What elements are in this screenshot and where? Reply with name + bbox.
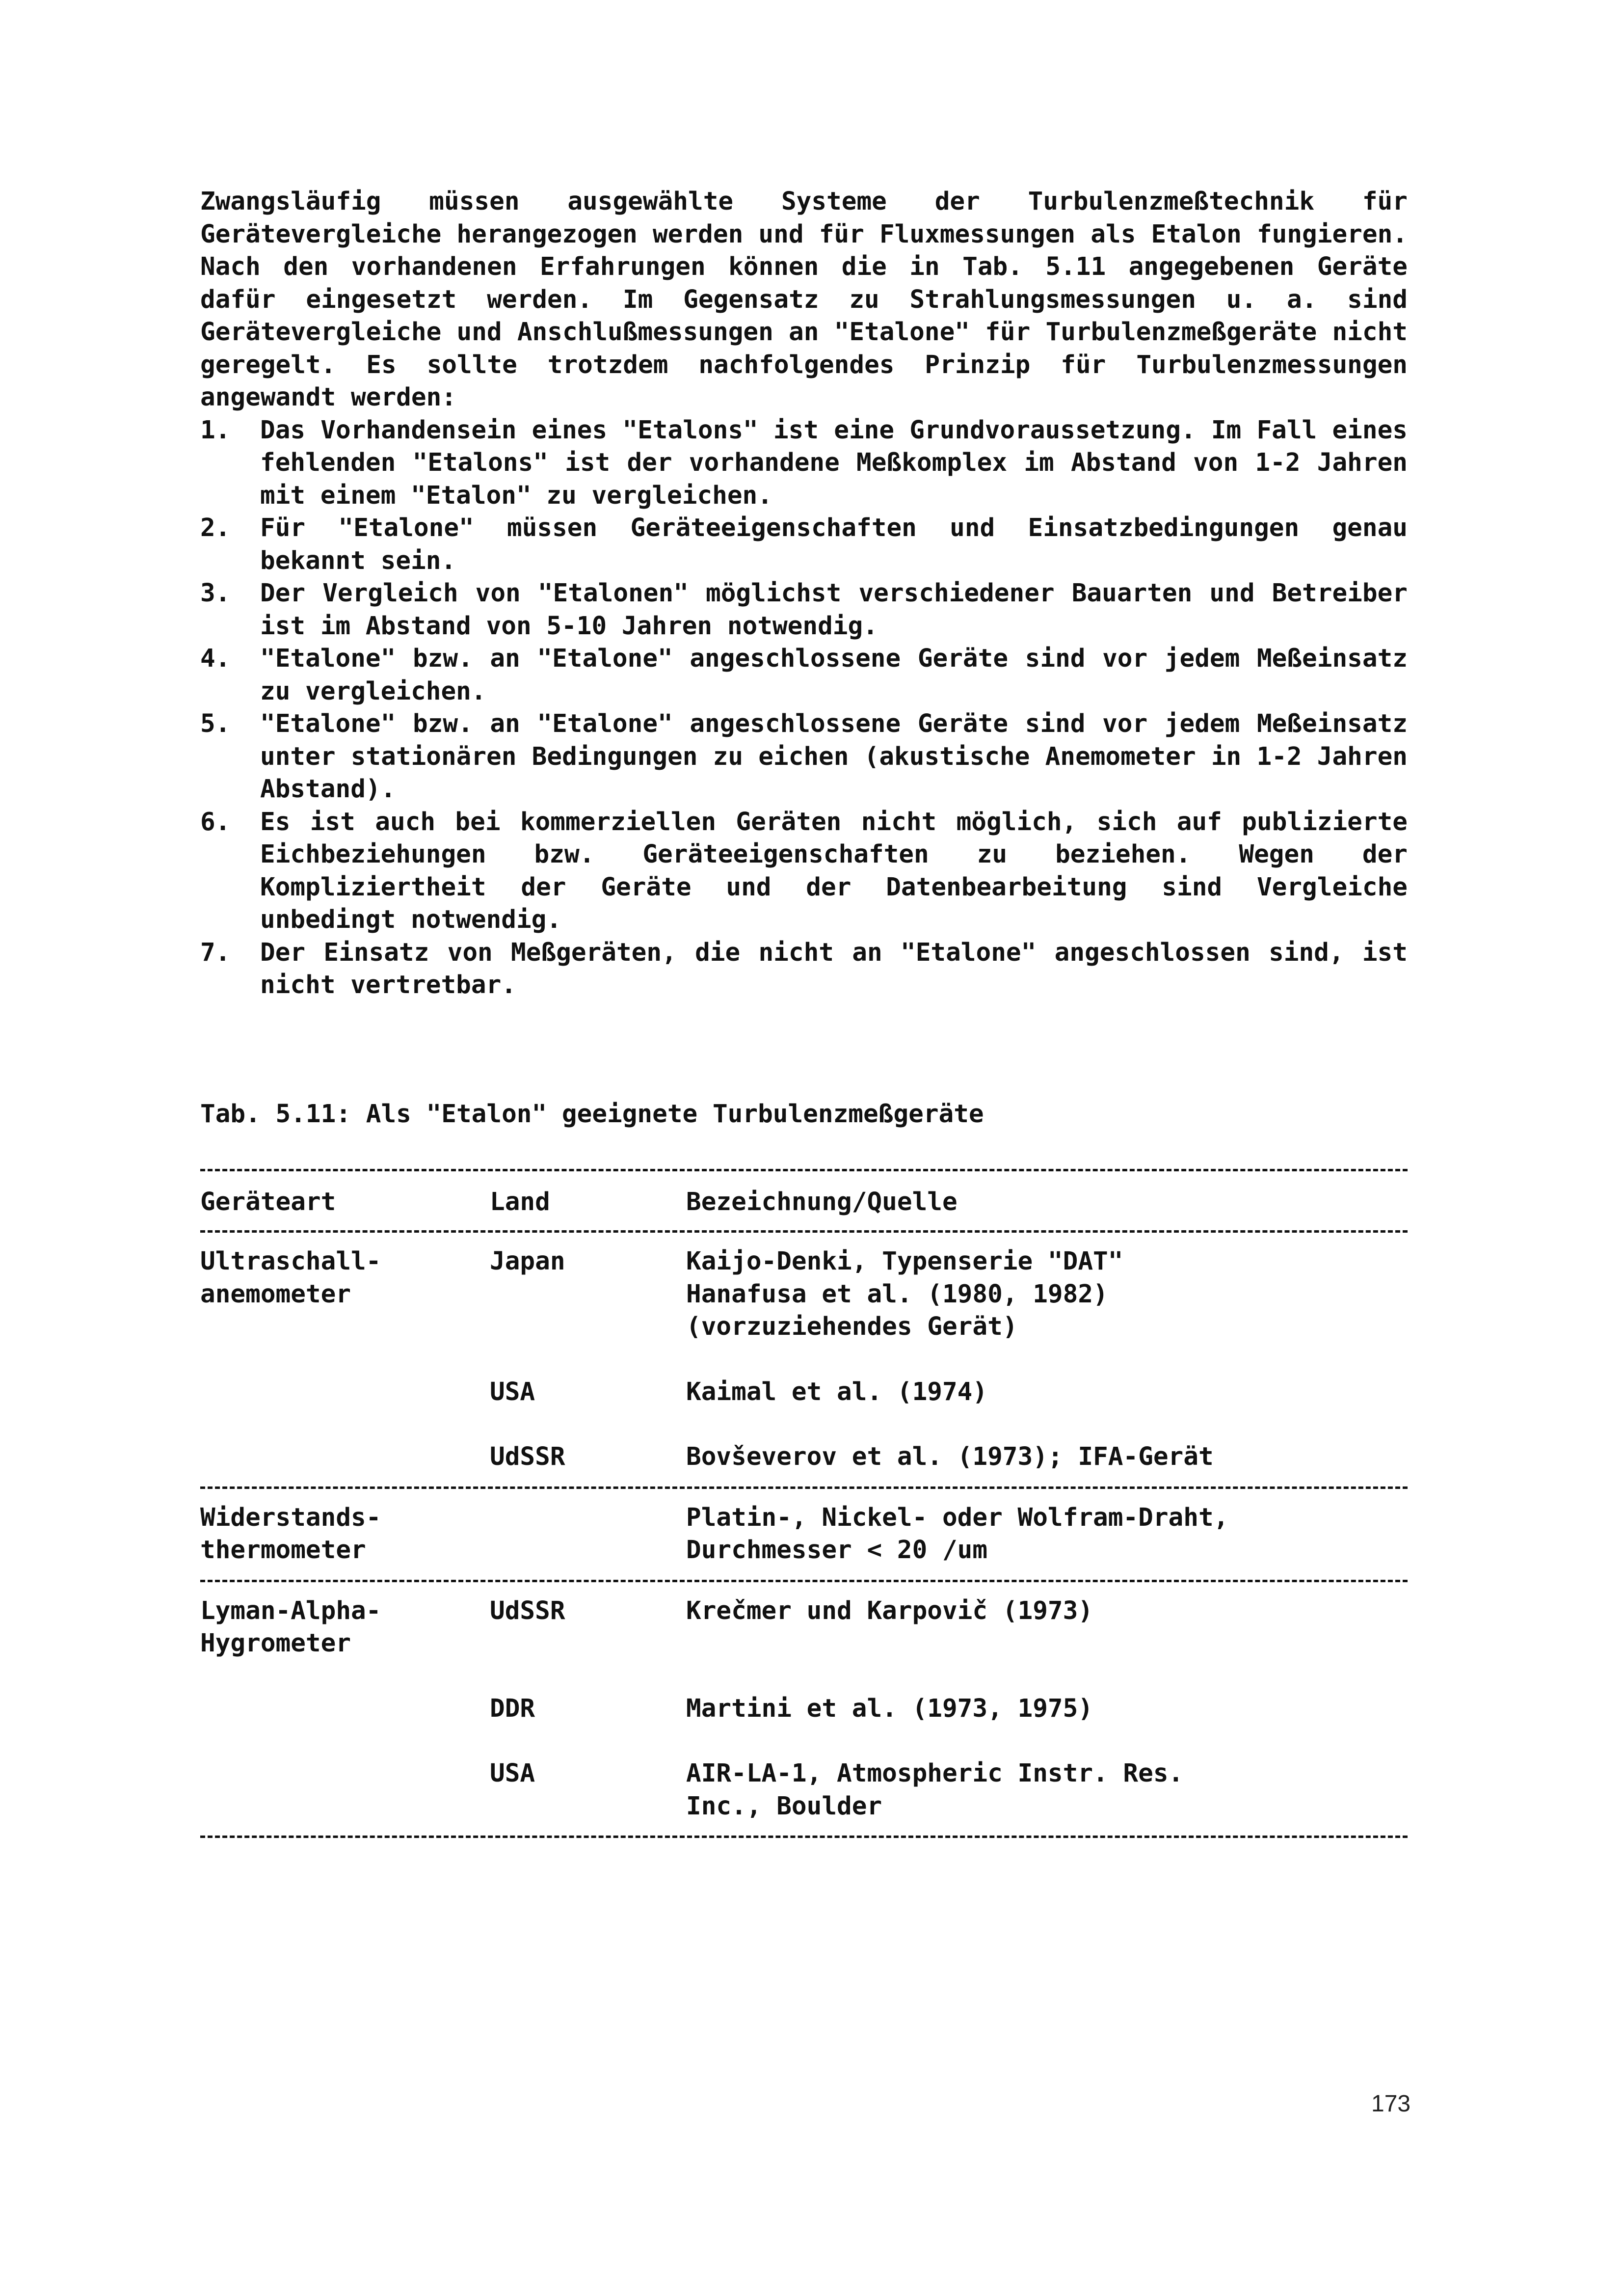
cell-bezeichnung: Platin-, Nickel- oder Wolfram-Draht, Durchmesser < 20 /um [686, 1503, 1229, 1565]
table-row [200, 1245, 1408, 1344]
cell-bezeichnung: Kaijo-Denki, Typenserie "DAT" Hanafusa et al. (1980, 1982) (vorzuziehendes Gerät) [686, 1247, 1123, 1341]
list-item-number: 6. [200, 807, 231, 837]
list-item [200, 937, 1408, 1002]
table-row [200, 1376, 1408, 1409]
list-item-number: 2. [200, 513, 231, 542]
intro-paragraph: Zwangsläufig müssen ausgewählte Systeme der Turbulenzmeßtechnik für Gerätevergleiche herangezogen werden und für Fluxmessungen als Etalon fungieren. Nach den vorhandenen Erfahrungen können die in Tab. 5.11 angegebenen Geräte dafür eingesetzt werden. Im Gegensatz zu Strahlungsmessungen u. a. sind Gerätevergleiche und Anschlußmessungen an "Etalone" für Turbulenzmeßgeräte nicht geregelt. Es sollte trotzdem nachfolgendes Prinzip für Turbulenzmessungen angewandt werden: [200, 187, 1408, 412]
cell-geraeteart [200, 1693, 490, 1726]
list-item [200, 512, 1408, 577]
table-group [200, 1582, 1408, 1836]
cell-land: DDR [490, 1694, 535, 1723]
table-header-row [200, 1171, 1408, 1231]
cell-bezeichnung: Kaimal et al. (1974) [686, 1377, 988, 1406]
table-caption: Tab. 5.11: Als "Etalon" geeignete Turbulenzmeßgeräte [200, 1099, 984, 1129]
cell-geraeteart [200, 1441, 490, 1474]
cell-geraeteart: Ultraschall- anemometer [200, 1247, 381, 1309]
table-row [200, 1693, 1408, 1726]
list-item-number: 7. [200, 938, 231, 967]
cell-bezeichnung: AIR-LA-1, Atmospheric Instr. Res. Inc., Boulder [686, 1759, 1184, 1821]
list-item-text: Das Vorhandensein eines "Etalons" ist eine Grundvoraussetzung. Im Fall eines fehlenden "Etalons" ist der vorhandene Meßkomplex im Abstand von 1-2 Jahren mit einem "Etalon" zu vergleichen. [260, 415, 1408, 510]
header-geraeteart: Geräteart [200, 1187, 336, 1216]
list-item-number: 1. [200, 415, 231, 445]
cell-land: USA [490, 1759, 535, 1788]
table-row [200, 1502, 1408, 1567]
cell-land: UdSSR [490, 1442, 565, 1471]
list-item-text: "Etalone" bzw. an "Etalone" angeschlossene Geräte sind vor jedem Meßeinsatz unter stationären Bedingungen zu eichen (akustische Anemometer in 1-2 Jahren Abstand). [260, 709, 1408, 804]
table-rule [200, 1836, 1408, 1838]
list-item-text: Für "Etalone" müssen Geräteeigenschaften und Einsatzbedingungen genau bekannt sein. [260, 513, 1408, 575]
list-item-text: Es ist auch bei kommerziellen Geräten nicht möglich, sich auf publizierte Eichbeziehungen bzw. Geräteeigenschaften zu beziehen. Wegen der Kompliziertheit der Geräte und der Datenbearbeitung sind Vergleiche unbedingt notwendig. [260, 807, 1408, 934]
list-item [200, 643, 1408, 708]
table-row [200, 1595, 1408, 1660]
cell-land [490, 1502, 686, 1567]
list-item [200, 414, 1408, 513]
list-item [200, 806, 1408, 937]
list-item-number: 4. [200, 644, 231, 673]
cell-geraeteart [200, 1757, 490, 1823]
table-row [200, 1757, 1408, 1823]
table-group [200, 1489, 1408, 1580]
cell-geraeteart: Widerstands- thermometer [200, 1503, 381, 1565]
page-content [200, 186, 1408, 1838]
header-bezeichnung: Bezeichnung/Quelle [686, 1187, 958, 1216]
list-item-text: Der Einsatz von Meßgeräten, die nicht an "Etalone" angeschlossen sind, ist nicht vertretbar. [260, 938, 1408, 999]
list-item [200, 577, 1408, 643]
cell-land: USA [490, 1377, 535, 1406]
list-item [200, 708, 1408, 806]
cell-land: Japan [490, 1247, 565, 1276]
cell-bezeichnung: Krečmer und Karpovič (1973) [686, 1596, 1093, 1625]
cell-land: UdSSR [490, 1596, 565, 1625]
list-item-text: Der Vergleich von "Etalonen" möglichst verschiedener Bauarten und Betreiber ist im Abstand von 5-10 Jahren notwendig. [260, 579, 1408, 641]
cell-bezeichnung: Martini et al. (1973, 1975) [686, 1694, 1093, 1723]
principles-list [200, 414, 1408, 1002]
page-number: 173 [1371, 2091, 1411, 2117]
cell-bezeichnung: Bovševerov et al. (1973); IFA-Gerät [686, 1442, 1214, 1471]
cell-geraeteart [200, 1376, 490, 1409]
table-group [200, 1233, 1408, 1486]
header-land: Land [490, 1187, 550, 1216]
cell-geraeteart: Lyman-Alpha- Hygrometer [200, 1596, 381, 1658]
list-item-number: 3. [200, 579, 231, 608]
list-item-text: "Etalone" bzw. an "Etalone" angeschlossene Geräte sind vor jedem Meßeinsatz zu vergleichen. [260, 644, 1408, 706]
list-item-number: 5. [200, 709, 231, 738]
table-body [200, 1233, 1408, 1838]
table-row [200, 1441, 1408, 1474]
